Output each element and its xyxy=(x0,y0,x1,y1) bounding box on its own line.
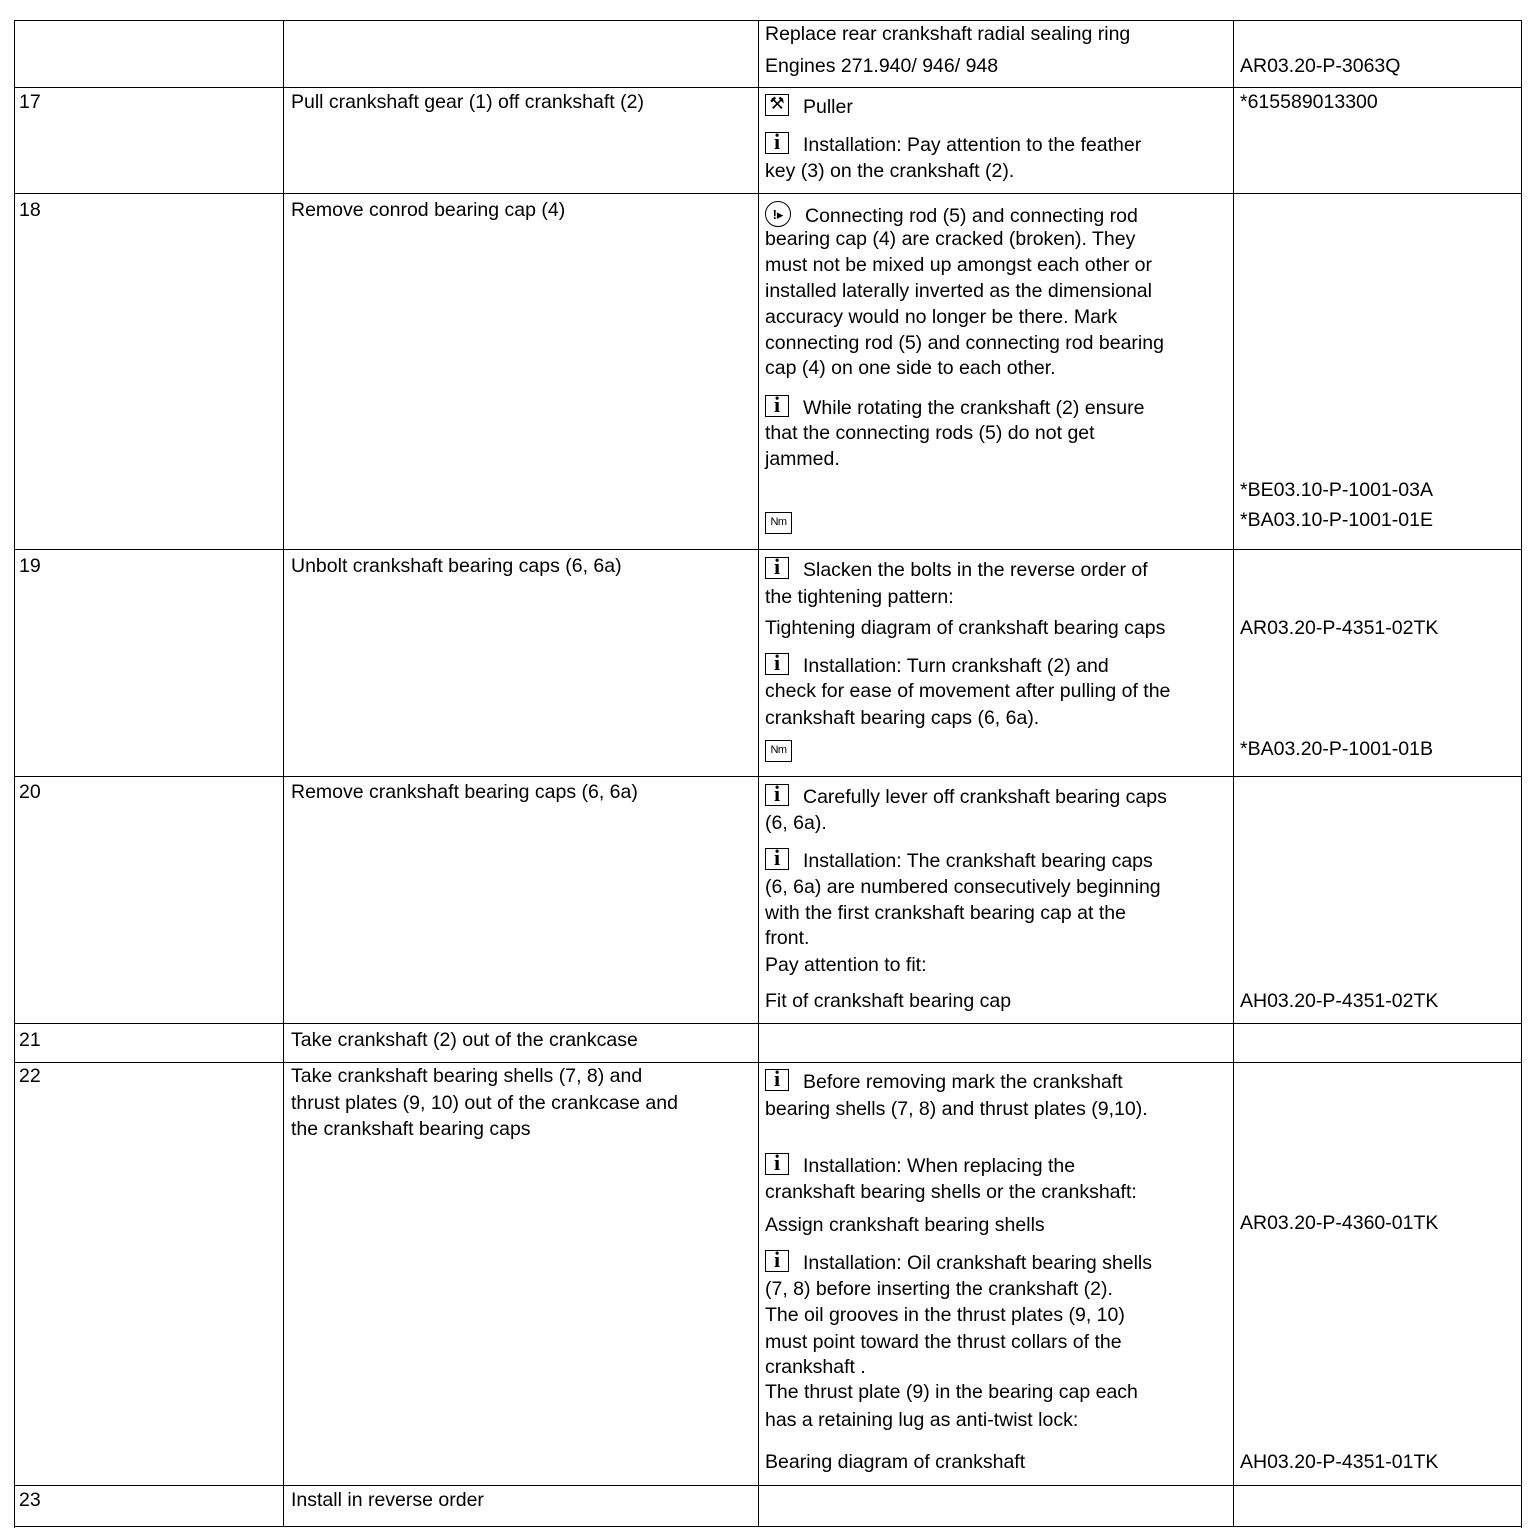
torque-nm-icon: Nm xyxy=(765,512,792,534)
table-row: 22 Take crankshaft bearing shells (7, 8) and thrust plates (9, 10) out of the crankcase and the crankshaft bearing caps iBefore removing mark the crankshaft bearing shells (7, 8) and thrust plates (9,10). iInstallation: When replacing the crankshaft bearing shells or the crankshaft: Assign crankshaft bearing shells iInstallation: Oil crankshaft bearing shells (7, 8) before inserting the crankshaft (2). The oil grooves in the thrust plates (9, 10) must point toward the thrust collars of the crankshaft . The thrust plate (9) in the bearing cap each has a retaining lug as anti-twist lock: Bearing diagram of crankshaft AR03.20-P-4360-01TK AH03.20-P-4351-01TK xyxy=(14,1062,1522,1485)
table-row: Replace rear crankshaft radial sealing ring Engines 271.940/ 946/ 948 AR03.20-P-3063Q xyxy=(14,20,1522,87)
info-icon xyxy=(765,1069,789,1091)
step-number: 22 xyxy=(19,1065,41,1087)
step-action: Remove conrod bearing cap (4) xyxy=(291,199,566,221)
table-row xyxy=(14,1485,1522,1526)
step-action: Pull crankshaft gear (1) off crankshaft (2) xyxy=(291,91,644,113)
step-number: 20 xyxy=(19,781,41,803)
info-icon xyxy=(765,848,789,870)
warning-icon xyxy=(765,201,791,227)
table-row: 19 Unbolt crankshaft bearing caps (6, 6a) i Slacken the bolts in the reverse order of the tightening pattern: Tightening diagram of crankshaft bearing caps iInstallation: Turn crankshaft (2) and check for ease of movement after pulling of the crankshaft bearing caps (6, 6a). Nm AR03.20-P-4351-02TK *BA03.20-P-1001-01B xyxy=(14,549,1522,776)
info-icon xyxy=(765,395,789,417)
step-action: Install in reverse order xyxy=(291,1489,484,1511)
info-icon xyxy=(765,653,789,675)
step-action: Unbolt crankshaft bearing caps (6, 6a) xyxy=(291,555,622,577)
torque-nm-icon: Nm xyxy=(765,740,792,762)
step-number: 18 xyxy=(19,199,41,221)
table-row: 18 Remove conrod bearing cap (4) !▸ Connecting rod (5) and connecting rod bearing cap (4) are cracked (broken). They must not be mixed up amongst each other or installed laterally inverted as the dimensional accuracy would no longer be there. Mark connecting rod (5) and connecting rod bearing cap (4) on one side to each other. iWhile rotating the crankshaft (2) ensure that the connecting rods (5) do not get jammed. Nm *BE03.10-P-1001-03A *BA03.10-P-1001-01E xyxy=(14,193,1522,549)
step-action: Take crankshaft (2) out of the crankcase xyxy=(291,1029,638,1051)
table-row xyxy=(14,1023,1522,1062)
step-action: Remove crankshaft bearing caps (6, 6a) xyxy=(291,781,638,803)
step-number: 21 xyxy=(19,1029,41,1051)
info-icon xyxy=(765,132,789,154)
table-row: 20 Remove crankshaft bearing caps (6, 6a) i Carefully lever off crankshaft bearing caps (6, 6a). iInstallation: The crankshaft bearing caps (6, 6a) are numbered consecutively beginning with the first crankshaft bearing cap at the front. Pay attention to fit: Fit of crankshaft bearing cap AH03.20-P-4351-02TK xyxy=(14,776,1522,1023)
table-row: 17 Pull crankshaft gear (1) off crankshaft (2) ⚒ Puller iInstallation: Pay attention to the feather key (3) on the crankshaft (2). *615589013300 xyxy=(14,87,1522,193)
special-tool-icon xyxy=(765,94,789,116)
step-number: 19 xyxy=(19,555,41,577)
info-icon xyxy=(765,557,789,579)
info-icon xyxy=(765,1250,789,1272)
step-number: 17 xyxy=(19,91,41,113)
info-icon xyxy=(765,1153,789,1175)
info-icon xyxy=(765,784,789,806)
step-number: 23 xyxy=(19,1489,41,1511)
